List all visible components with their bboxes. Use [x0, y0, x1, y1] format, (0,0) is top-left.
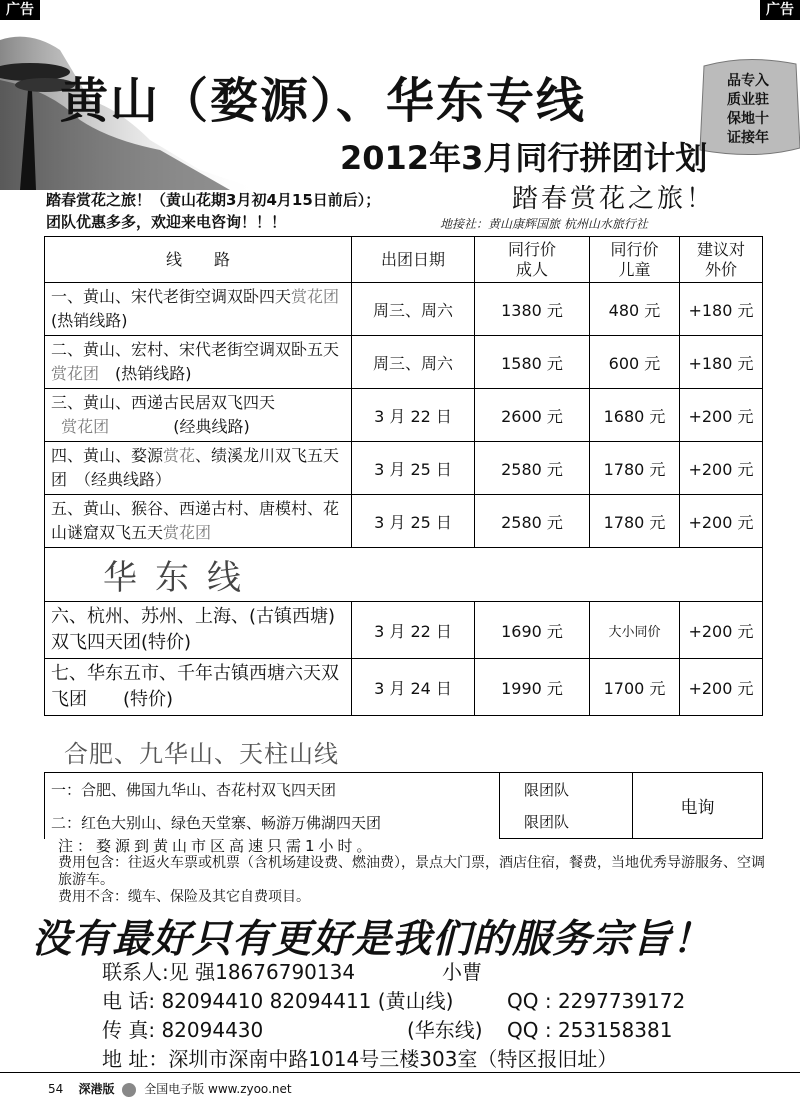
child-price-cell: 1700 元: [590, 659, 680, 716]
section-title-hefei: 合肥、九华山、天柱山线: [64, 740, 339, 768]
contact-person: 联系人:见 强18676790134: [102, 960, 356, 984]
ad-tag-left: 广告: [0, 0, 40, 20]
service-slogan: 没有最好只有更好是我们的服务宗旨！: [32, 917, 713, 962]
fax-number: 传 真: 82094430: [102, 1018, 264, 1042]
publisher-logo-icon: [122, 1083, 136, 1097]
section-row: [45, 548, 763, 602]
qq-number-2: QQ : 253158381: [507, 1018, 673, 1042]
table-header-row: [45, 237, 763, 283]
header-date: 出团日期: [352, 237, 475, 283]
page-footer: [48, 1080, 292, 1097]
table-row: [45, 495, 763, 548]
retail-price-cell: +200 元: [680, 602, 763, 659]
section-title-east-china: 华东线: [45, 548, 763, 602]
ad-tag-right: 广告: [760, 0, 800, 20]
route-cell: 二：红色大别山、绿色天堂寨、畅游万佛湖四天团: [45, 806, 500, 839]
retail-price-cell: +200 元: [680, 389, 763, 442]
adult-price-cell: 1690 元: [475, 602, 590, 659]
route-cell: 一、黄山、宋代老街空调双卧四天赏花团 (热销线路): [45, 283, 352, 336]
phone-row: [102, 987, 686, 1016]
table-row: [45, 659, 763, 716]
header-retail: 建议对 外价: [680, 237, 763, 283]
retail-price-cell: +200 元: [680, 659, 763, 716]
quality-badge-text: 品专入 质业驻 保地十 证接年: [727, 73, 769, 146]
adult-price-cell: 1580 元: [475, 336, 590, 389]
route-cell: 六、杭州、苏州、上海、(古镇西塘)双飞四天团(特价): [45, 602, 352, 659]
child-price-cell: 1680 元: [590, 389, 680, 442]
promo-text: 踏春赏花之旅！（黄山花期3月初4月15日前后）； 团队优惠多多，欢迎来电咨询！！！: [46, 191, 381, 231]
date-cell: 3 月 24 日: [352, 659, 475, 716]
route-cell: 一：合肥、佛国九华山、杏花村双飞四天团: [45, 773, 500, 806]
east-line-label: (华东线): [407, 1018, 483, 1042]
child-price-cell: 600 元: [590, 336, 680, 389]
note-travel-time: 注：婺源到黄山市区高速只需1小时。: [58, 837, 376, 855]
retail-price-cell: +180 元: [680, 336, 763, 389]
note-fee-included: 费用包含：往返火车票或机票（含机场建设费、燃油费），景点大门票，酒店住宿，餐费，当地优秀导游服务、空调旅游车。: [58, 855, 765, 888]
retail-price-cell: +200 元: [680, 495, 763, 548]
phone-numbers: 电 话: 82094410 82094411 (黄山线): [102, 989, 454, 1013]
notes-block: [58, 838, 778, 906]
route-cell: 四、黄山、婺源赏花、绩溪龙川双飞五天团 （经典线路）: [45, 442, 352, 495]
page-title: 黄山（婺源）、华东专线: [60, 73, 587, 129]
header-route: 线 路: [45, 237, 352, 283]
edition-label: 深港版: [78, 1082, 115, 1096]
footer-divider: [0, 1072, 800, 1073]
child-price-cell: 480 元: [590, 283, 680, 336]
website: 全国电子版 www.zyoo.net: [144, 1082, 292, 1096]
adult-price-cell: 2600 元: [475, 389, 590, 442]
adult-price-cell: 1990 元: [475, 659, 590, 716]
retail-price-cell: +180 元: [680, 283, 763, 336]
address: 地 址：深圳市深南中路1014号三楼303室（特区报旧址）: [102, 1047, 618, 1071]
date-cell: 周三、周六: [352, 336, 475, 389]
retail-price-cell: +200 元: [680, 442, 763, 495]
date-cell: 3 月 22 日: [352, 602, 475, 659]
table-row: [45, 442, 763, 495]
qq-number-1: QQ : 2297739172: [507, 989, 686, 1013]
date-cell: 周三、周六: [352, 283, 475, 336]
route-cell: 二、黄山、宏村、宋代老街空调双卧五天赏花团 (热销线路): [45, 336, 352, 389]
header-child: 同行价 儿童: [590, 237, 680, 283]
date-cell: 3 月 22 日: [352, 389, 475, 442]
route-cell: 七、华东五市、千年古镇西塘六天双飞团 (特价): [45, 659, 352, 716]
header-adult: 同行价 成人: [475, 237, 590, 283]
child-price-cell: 1780 元: [590, 442, 680, 495]
child-price-cell: 大小同价: [590, 602, 680, 659]
status-cell: 限团队: [500, 806, 633, 839]
fax-row: [102, 1016, 673, 1045]
route-price-table: [44, 236, 763, 716]
adult-price-cell: 1380 元: [475, 283, 590, 336]
note-fee-excluded: 费用不含：缆车、保险及其它自费项目。: [58, 889, 310, 905]
contact-person-row: [102, 958, 617, 987]
address-row: [102, 1045, 617, 1074]
child-price-cell: 1780 元: [590, 495, 680, 548]
table-row: [45, 773, 763, 806]
status-cell: 限团队: [500, 773, 633, 806]
page-number: 54: [48, 1082, 64, 1096]
route-cell: 三、黄山、西递古民居双飞四天 赏花团 (经典线路): [45, 389, 352, 442]
price-cell: 电询: [633, 773, 763, 839]
table-row: [45, 336, 763, 389]
plan-subtitle: 2012年3月同行拼团计划: [340, 139, 708, 177]
contact-person-2: 小曹: [442, 960, 482, 984]
hefei-route-table: [44, 772, 763, 839]
adult-price-cell: 2580 元: [475, 495, 590, 548]
table-row: [45, 283, 763, 336]
adult-price-cell: 2580 元: [475, 442, 590, 495]
date-cell: 3 月 25 日: [352, 442, 475, 495]
table-row: [45, 389, 763, 442]
route-cell: 五、黄山、猴谷、西递古村、唐模村、花山谜窟双飞五天赏花团: [45, 495, 352, 548]
local-agency: 地接社：黄山康辉国旅 杭州山水旅行社: [440, 217, 648, 231]
contact-block: [102, 958, 686, 1074]
promo-headline: 踏春赏花之旅！: [512, 184, 716, 214]
date-cell: 3 月 25 日: [352, 495, 475, 548]
table-row: [45, 602, 763, 659]
